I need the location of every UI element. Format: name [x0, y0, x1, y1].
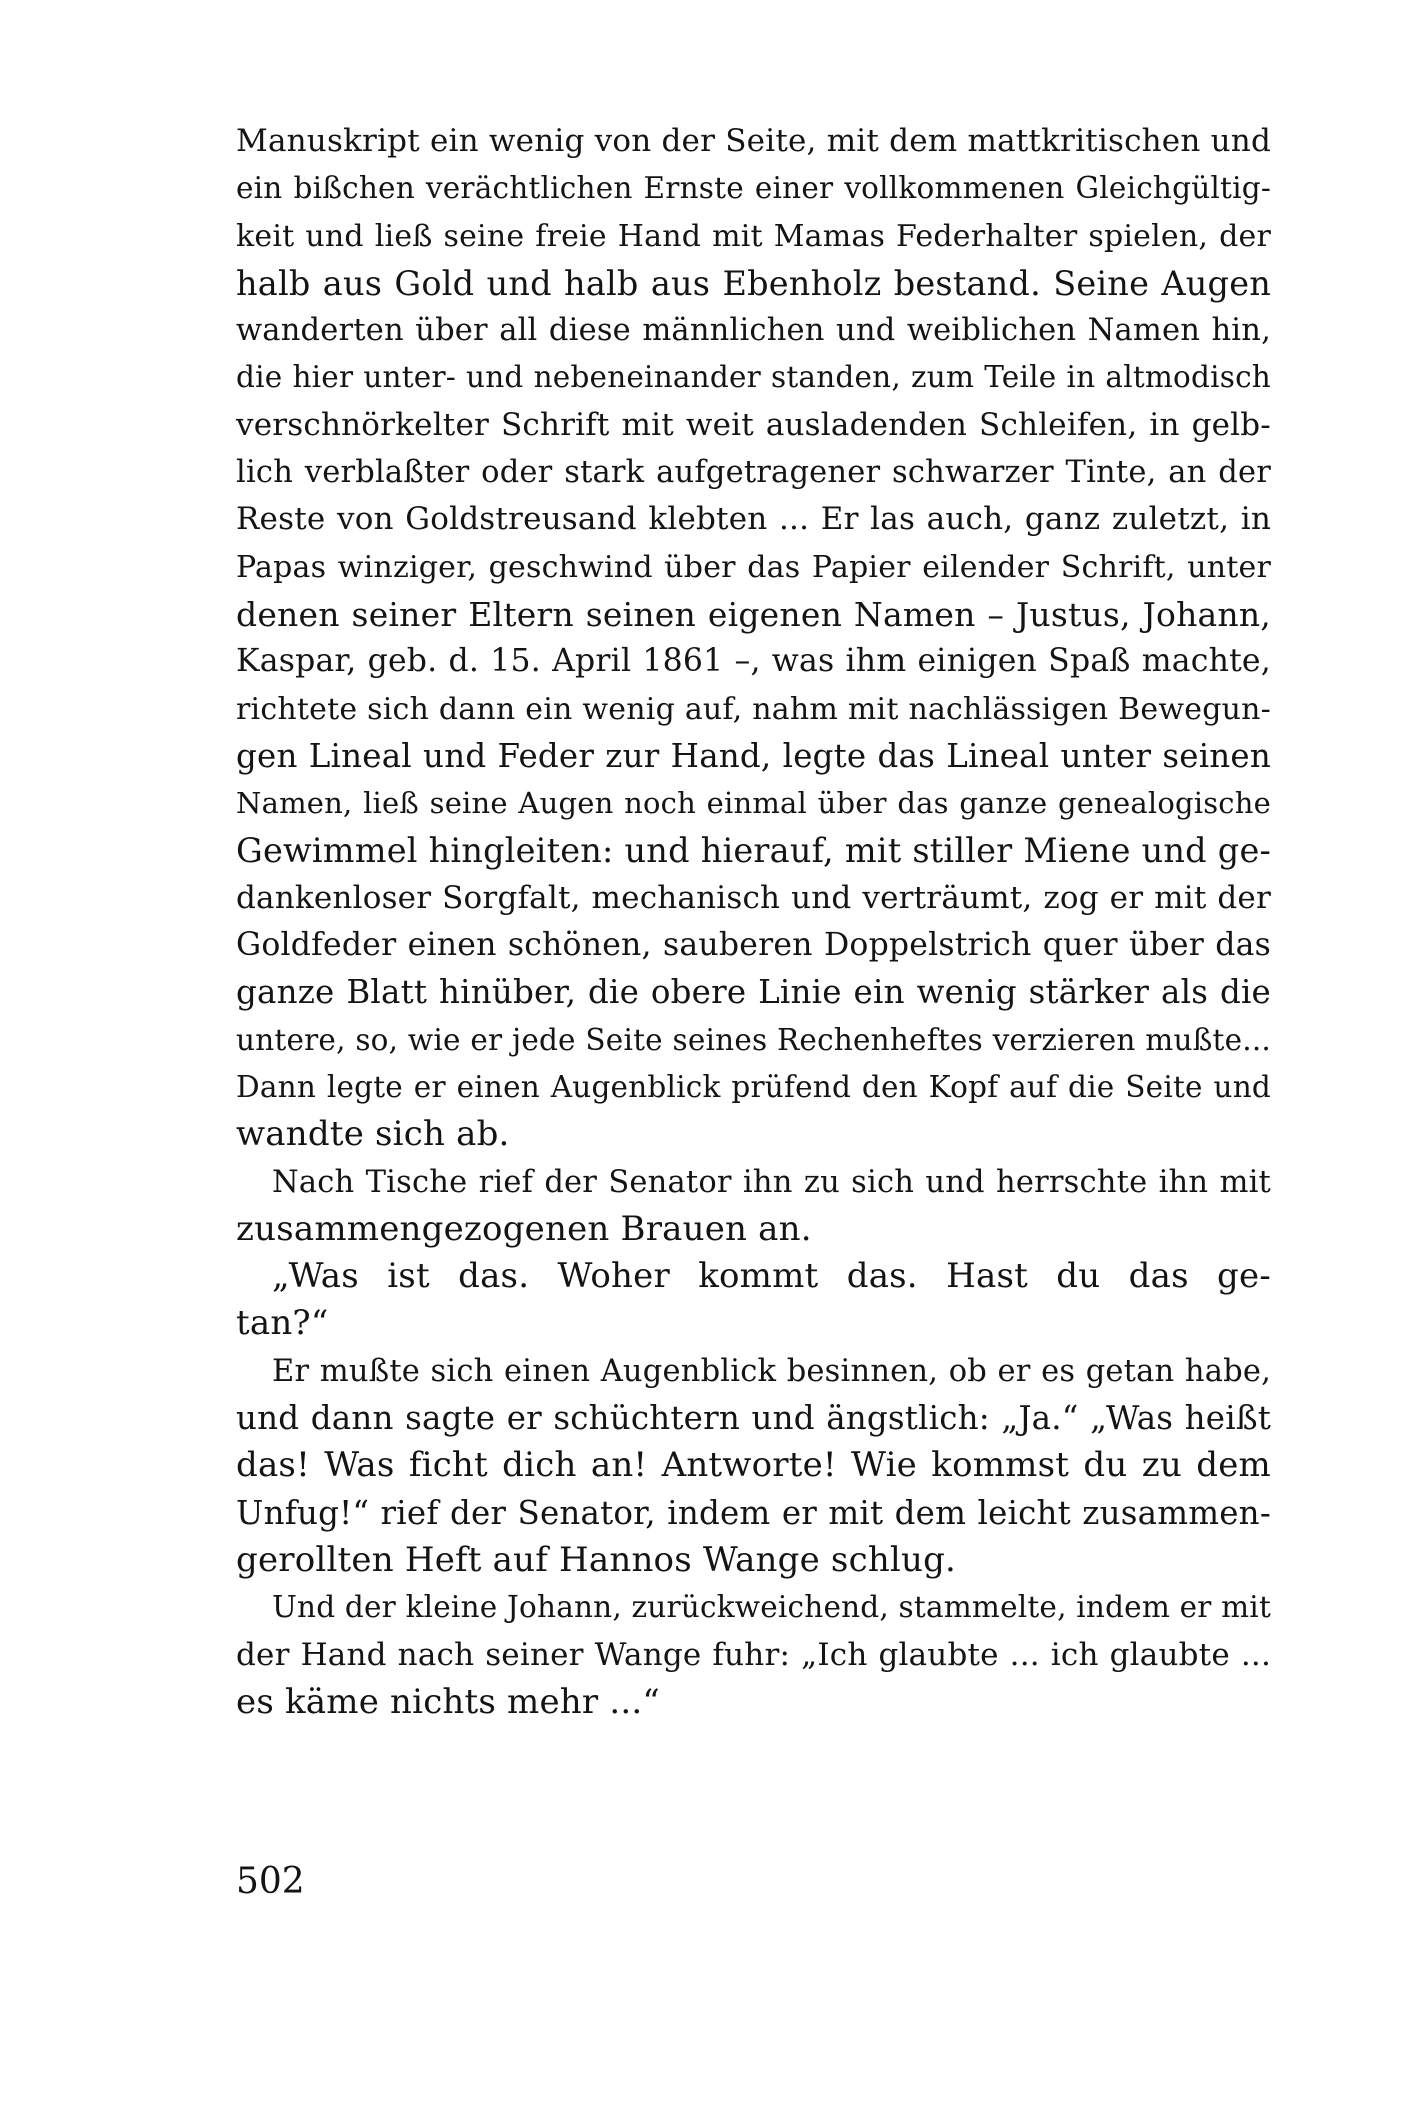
paragraph-start-line: Er mußte sich einen Augenblick besinnen, ob er es getan habe, [272, 1353, 1271, 1389]
text-line: tan?“ [236, 1303, 329, 1344]
text-line: Unfug!“ rief der Senator, indem er mit dem leicht zusammen- [236, 1493, 1271, 1532]
text-line: Gewimmel hingleiten: und hierauf, mit stiller Miene und ge- [236, 831, 1271, 871]
text-line: das! Was ficht dich an! Antworte! Wie kommst du zu dem [236, 1445, 1271, 1486]
text-line: Papas winziger, geschwind über das Papier eilender Schrift, unter [236, 549, 1271, 585]
text-line: verschnörkelter Schrift mit weit ausladenden Schleifen, in gelb- [236, 406, 1271, 443]
text-line: Namen, ließ seine Augen noch einmal über das ganze genealogische [236, 786, 1271, 821]
text-line: denen seiner Eltern seinen eigenen Namen – Justus, Johann, [236, 594, 1271, 634]
text-line: wanderten über all diese männlichen und weiblichen Namen hin, [236, 313, 1271, 349]
paragraph-start-line: Nach Tische rief der Senator ihn zu sich und herrschte ihn mit [272, 1164, 1271, 1200]
body-text [236, 118, 1271, 1726]
text-line: Dann legte er einen Augenblick prüfend den Kopf auf die Seite und [236, 1069, 1271, 1104]
text-line: zusammengezogenen Brauen an. [236, 1208, 812, 1249]
text-line: es käme nichts mehr ...“ [236, 1681, 660, 1722]
text-line: gen Lineal und Feder zur Hand, legte das Lineal unter seinen [236, 736, 1271, 775]
text-line: keit und ließ seine freie Hand mit Mamas Federhalter spielen, der [236, 218, 1271, 254]
text-line: halb aus Gold und halb aus Ebenholz bestand. Seine Augen [236, 263, 1271, 303]
text-line: richtete sich dann ein wenig auf, nahm mit nachlässigen Bewegun- [236, 691, 1271, 727]
text-line: Goldfeder einen schönen, sauberen Doppelstrich quer über das [236, 927, 1271, 964]
text-line: Manuskript ein wenig von der Seite, mit dem mattkritischen und [236, 123, 1271, 159]
text-line: und dann sagte er schüchtern und ängstlich: „Ja.“ „Was heißt [236, 1399, 1271, 1438]
text-line: dankenloser Sorgfalt, mechanisch und verträumt, zog er mit der [236, 879, 1271, 916]
paragraph-start-line: Und der kleine Johann, zurückweichend, stammelte, indem er mit [272, 1590, 1271, 1625]
text-line: gerollten Heft auf Hannos Wange schlug. [236, 1539, 957, 1580]
text-line: ein bißchen verächtlichen Ernste einer vollkommenen Gleichgültig- [236, 171, 1271, 206]
text-line: die hier unter- und nebeneinander standen, zum Teile in altmodisch [236, 360, 1271, 395]
text-line: der Hand nach seiner Wange fuhr: „Ich glaubte ... ich glaubte ... [236, 1636, 1271, 1673]
text-line: untere, so, wie er jede Seite seines Rechenheftes verzieren mußte... [236, 1022, 1271, 1057]
text-line: wandte sich ab. [236, 1114, 510, 1155]
text-line: ganze Blatt hinüber, die obere Linie ein wenig stärker als die [236, 973, 1271, 1012]
page-number: 502 [236, 1861, 305, 1902]
text-line: Kaspar, geb. d. 15. April 1861 –, was ihm einigen Spaß machte, [236, 643, 1271, 680]
text-line: Reste von Goldstreusand klebten ... Er las auch, ganz zuletzt, in [236, 501, 1271, 538]
paragraph-start-line: „Was ist das. Woher kommt das. Hast du das ge- [272, 1256, 1271, 1297]
text-line: lich verblaßter oder stark aufgetragener schwarzer Tinte, an der [236, 455, 1271, 491]
